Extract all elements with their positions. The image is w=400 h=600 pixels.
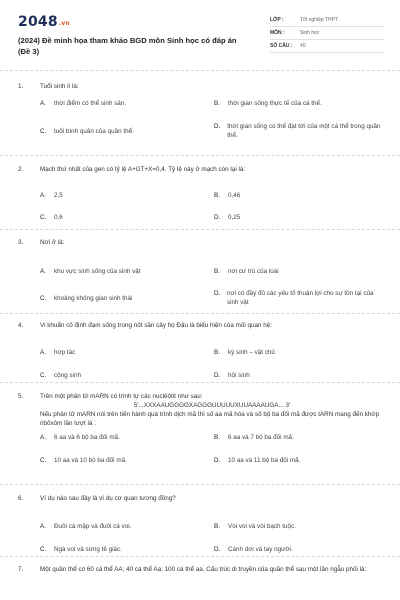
- question-4: [18, 321, 384, 379]
- question-7: [18, 565, 384, 574]
- meta-row-grade: [270, 14, 384, 27]
- option-d[interactable]: D. Cánh dơi và tay người.: [214, 546, 293, 553]
- option-b[interactable]: B. ký sinh – vật chủ: [214, 349, 275, 356]
- option-c[interactable]: C. Ngà voi và sừng tê giác.: [40, 546, 122, 553]
- question-number: 6.: [18, 495, 24, 502]
- option-d[interactable]: D. hội sinh: [214, 372, 250, 379]
- meta-row-subject: [270, 27, 384, 40]
- option-d[interactable]: D. nơi có đầy đủ các yếu tố thuận lợi cho sự tồn tại của sinh vật: [214, 290, 374, 306]
- exam-meta: [270, 14, 384, 53]
- meta-value: Sinh học: [300, 30, 320, 36]
- question-number: 1.: [18, 83, 24, 90]
- brand-name: 2048: [18, 14, 58, 30]
- exam-title: (2024) Đề minh họa tham khảo BGD môn Sinh học có đáp án (Đề 3): [18, 36, 237, 56]
- option-d[interactable]: D. thời gian sống có thể đạt tới của một cá thể trong quần thể.: [214, 123, 381, 139]
- divider: [0, 70, 400, 71]
- divider: [0, 155, 400, 156]
- option-c[interactable]: C. tuổi bình quân của quần thể.: [40, 128, 134, 135]
- site-logo[interactable]: [18, 14, 70, 30]
- question-text: Mạch thứ nhất của gen có tỷ lệ A+GT+X=0,4. Tỷ lệ này ở mạch còn lại là:: [40, 166, 246, 173]
- divider: [0, 556, 400, 557]
- option-b[interactable]: B. nơi cư trú của loài: [214, 268, 279, 275]
- question-number: 4.: [18, 322, 24, 329]
- option-a[interactable]: A. 6 aa và 6 bộ ba đối mã.: [40, 434, 120, 441]
- divider: [0, 382, 400, 383]
- question-text: Một quần thể có 60 cá thể AA; 40 cá thể Aa; 100 cá thể aa. Cấu trúc di truyền của quần thể sau một lần ngẫu phối là:: [40, 566, 367, 573]
- option-c[interactable]: C. 0,6: [40, 214, 63, 221]
- option-b[interactable]: B. Vòi voi và vòi bạch tuộc.: [214, 523, 296, 530]
- question-2: [18, 165, 384, 224]
- option-d[interactable]: D. 10 aa và 11 bộ ba đối mã.: [214, 457, 301, 464]
- meta-key: MÔN :: [270, 30, 285, 36]
- divider: [0, 229, 400, 230]
- option-b[interactable]: B. 0,46: [214, 192, 241, 199]
- meta-row-count: [270, 40, 384, 53]
- option-a[interactable]: A. thời điểm có thể sinh sản.: [40, 100, 127, 107]
- question-5: [18, 392, 384, 474]
- option-c[interactable]: C. khoảng không gian sinh thái: [40, 295, 133, 302]
- question-number: 7.: [18, 566, 24, 573]
- meta-value: 40: [300, 43, 306, 49]
- question-1: [18, 82, 384, 145]
- option-a[interactable]: A. Đuôi cá mập và đuôi cá voi.: [40, 523, 132, 530]
- question-6: [18, 494, 384, 553]
- divider: [0, 484, 400, 485]
- brand-suffix: .vn: [58, 20, 70, 27]
- option-a[interactable]: A. khu vực sinh sống của sinh vật: [40, 268, 141, 275]
- question-text-continued: Nếu phân tử mARN nói trên tiến hành quá trình dịch mã thì số aa mã hóa và số bộ ba đối mã được tARN mang đến khớp ribôxôm lần lượt là :: [40, 411, 380, 427]
- option-b[interactable]: B. 6 aa và 7 bộ ba đối mã.: [214, 434, 294, 441]
- question-number: 2.: [18, 166, 24, 173]
- option-c[interactable]: C. cộng sinh: [40, 372, 81, 379]
- meta-value: Tốt nghiệp THPT: [300, 17, 338, 23]
- divider: [0, 313, 400, 314]
- question-3: [18, 238, 384, 311]
- question-text: Ví dụ nào sau đây là ví dụ cơ quan tương đồng?: [40, 495, 176, 502]
- option-c[interactable]: C. 10 aa và 10 bộ ba đối mã.: [40, 457, 127, 464]
- question-text: Vi khuẩn cố định đạm sống trong nốt sần cây họ Đậu là biểu hiện của mối quan hệ:: [40, 322, 272, 329]
- question-number: 5.: [18, 393, 24, 400]
- mrna-sequence: 5'...XXXAAUGGGGXAGGGUUUUUXUUAAAAUGA... 3': [133, 402, 291, 409]
- option-b[interactable]: B. thời gian sống thực tế của cá thể.: [214, 100, 322, 107]
- question-number: 3.: [18, 239, 24, 246]
- option-d[interactable]: D. 0,25: [214, 214, 241, 221]
- meta-key: LỚP :: [270, 17, 284, 23]
- question-text: Tuổi sinh lí là:: [40, 83, 79, 90]
- question-text: Trên một phân tử mARN có trình tự các nuclêôtit như sau:: [40, 393, 203, 400]
- option-a[interactable]: A. 2,5: [40, 192, 63, 199]
- document-header: [18, 14, 384, 58]
- option-a[interactable]: A. hợp tác: [40, 349, 76, 356]
- question-text: Nơi ở là:: [40, 239, 65, 246]
- meta-key: SỐ CÂU :: [270, 43, 293, 49]
